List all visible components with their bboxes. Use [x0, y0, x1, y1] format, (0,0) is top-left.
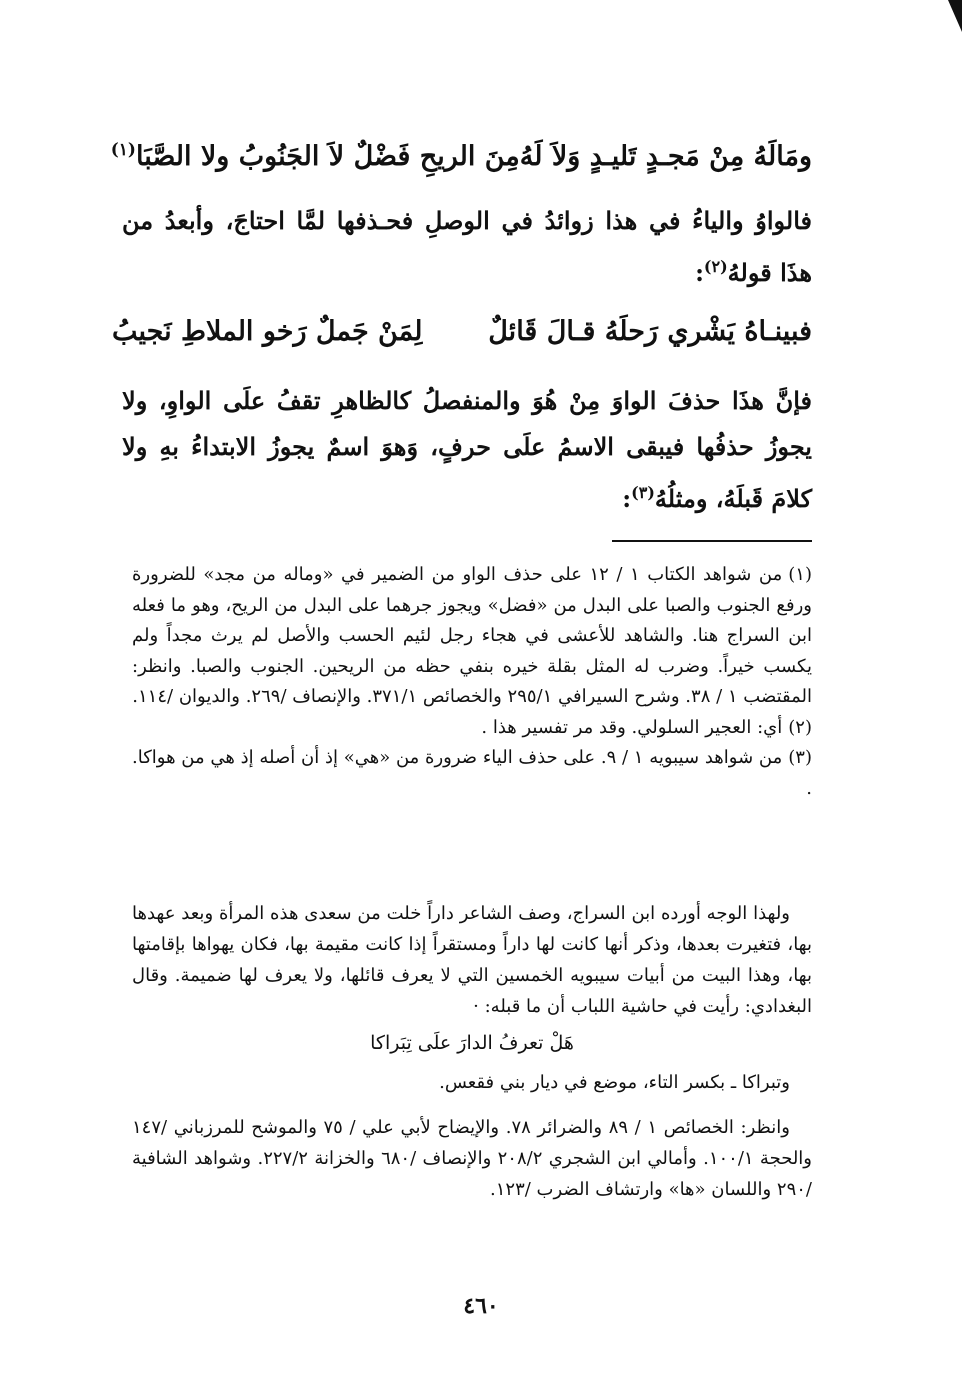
footnote-3: [132, 743, 812, 804]
verse-1-first-hemistich: ومَالَهُ مِنْ مَجـدٍ تَليـدٍ وَلاَ لَهُ: [519, 141, 812, 172]
paragraph-1-body: فالواوُ والياءُ في هذا زوائدُ في الوصلِ فحـذفها لمَّا احتاجَ، وأبعدُ من هذَا قولهُ: [122, 206, 812, 287]
commentary-verse: هَلْ تعرفُ الدارَ علَى تِبَراكا: [370, 1032, 574, 1054]
verse-2: [112, 316, 812, 347]
paragraph-2-text: [122, 378, 812, 522]
commentary: [132, 898, 812, 1205]
paragraph-2: [122, 378, 812, 522]
footnote-1: [132, 560, 812, 713]
footnote-1-text: من شواهد الكتاب ١ / ١٢ على حذف الواو من الضمير في «وماله من مجد» للضرورة ورفع الجنوب والصبا على البدل من «فضل» ويجوز جرهما على البدل من الريح، وهو ما فعله ابن السراج هنا. والشاهد للأعشى في هجاء رجل لئيم الحسب والأصل لم يرث مجداً ولم يكسب خيراً. وضرب له المثل بقلة خيره بنفي حظه من الريحين. الجنوب والصبا. وانظر: المقتضب ١ / ٣٨. وشرح السيرافي ٢٩٥/١ والخصائص ٣٧١/١. والإنصاف /٢٦٩. والديوان /١١٤.: [132, 564, 813, 707]
verse-1-second-text: مِنَ الريحِ فَضْلٌ لاَ الجَنُوبُ ولا الصَّبَا: [135, 141, 520, 172]
commentary-paragraph-1: ولهذا الوجه أورده ابن السراج، وصف الشاعر داراً خلت من سعدى هذه المرأة وبعد عهدها بها، فتغيرت بعدها، وذكر أنها كانت لها داراً ومستقراً إذا كانت مقيمة بها، فكان يهواها بإقامتها بها، وهذا البيت من أبيات سيبويه الخمسين التي لا يعرف قائلها، ولا يعرف لها ضميمة. وقال البغدادي: رأيت في حاشية اللباب أن ما قبله: ·: [132, 903, 812, 1017]
footnote-ref-1: (١): [110, 140, 136, 160]
verse-2-second-hemistich: لِمَنْ جَملٌ رَخو الملاطِ نَجيبُ: [112, 316, 423, 347]
footnote-2-number: (٢): [788, 716, 812, 738]
footnote-3-text: من شواهد سيبويه ١ / ٩. على حذف الياء ضرورة من «هي» إذ أن أصله إذ هي من هواكا. .: [132, 747, 812, 799]
page-number: ٤٦٠: [463, 1293, 499, 1319]
paragraph-2-body: فإنَّ هذَا حذفَ الواوَ مِنْ هُوَ والمنفصلُ كالظاهرِ تقفُ علَى الواوِ، ولا يجوزُ حذفُها فيبقى الاسمُ علَى حرفٍ، وَهوَ اسمٌ يجوزُ الابتداءُ بهِ ولا كلامَ قَبلَهُ، ومثلُهُ: [122, 386, 812, 513]
footnote-3-number: (٣): [788, 747, 812, 768]
footnote-1-number: (١): [788, 564, 812, 585]
verse-1-second-hemistich: [111, 140, 520, 172]
footnote-ref-3: (٣): [631, 483, 655, 502]
page-corner-mark: [948, 0, 962, 32]
footnote-2: [132, 713, 812, 744]
verse-2-first-hemistich: فبينـاهُ يَشْري رَحلَهُ قـالَ قَائلٌ: [488, 316, 812, 347]
footnotes: [132, 560, 812, 804]
paragraph-2-colon: :: [622, 484, 632, 513]
paragraph-1-text: [122, 198, 812, 296]
footnote-ref-2: (٢): [703, 257, 728, 276]
verse-1: [112, 140, 812, 172]
footnote-separator: [612, 540, 812, 542]
footnote-2-text: أي: العجير السلولي. وقد مر تفسير هذا .: [481, 716, 783, 738]
paragraph-1-colon: :: [695, 258, 704, 287]
commentary-paragraph-2: وتبراكا ـ بكسر التاء، موضع في ديار بني فقعس.: [439, 1072, 790, 1093]
commentary-paragraph-3: وانظر: الخصائص ١ / ٨٩ والضرائر ٧٨. والإيضاح لأبي علي / ٧٥ والموشح للمرزباني /١٤٧ والحجة ١٠٠/١. وأمالي ابن الشجري ٢٠٨/٢ والإنصاف /٦٨٠ والخزانة ٢٢٧/٢. وشواهد الشافية /٢٩٠ واللسان «ها» وارتشاف الضرب /١٢٣.: [132, 1117, 812, 1200]
paragraph-1: [122, 198, 812, 296]
